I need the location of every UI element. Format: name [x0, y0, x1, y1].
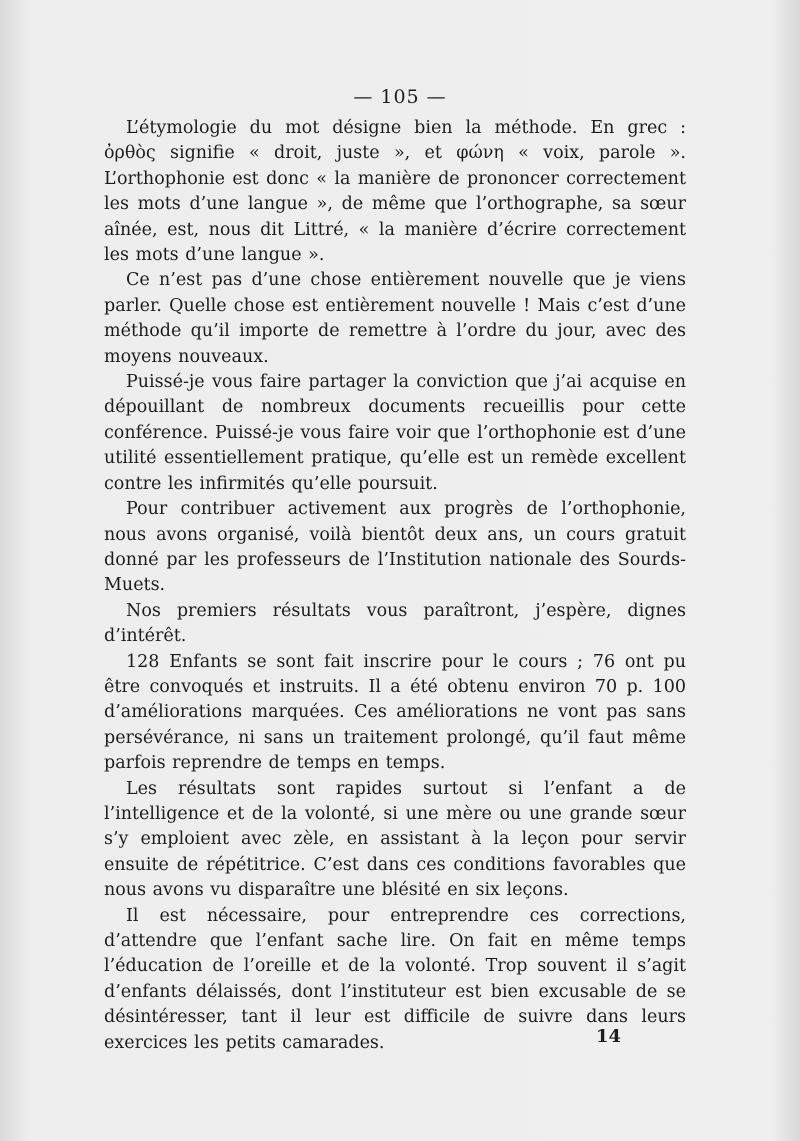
body-text [104, 116, 686, 1056]
page-number-header: — 105 — [353, 86, 447, 108]
paragraph: Puissé-je vous faire partager la conviction que j’ai acquise en dépouillant de nombreux documents recueillis pour cette conférence. Puissé-je vous faire voir que l’orthophonie est d’une utilité essentiellement pratique, qu’elle est un remède excellent contre les infirmités qu’elle poursuit. [104, 372, 686, 494]
paragraph: L’étymologie du mot désigne bien la méthode. En grec : ὀρθὸς signifie « droit, juste », et φώνη « voix, parole ». L’orthophonie est donc « la manière de prononcer correctement les mots d’une langue », de même que l’orthographe, sa sœur aînée, est, nous dit Littré, « la manière d’écrire correctement les mots d’une langue ». [104, 118, 686, 266]
paragraph: Ce n’est pas d’une chose entièrement nouvelle que je viens parler. Quelle chose est entièrement nouvelle ! Mais c’est d’une méthode qu’il importe de remettre à l’ordre du jour, avec des moyens nouveaux. [104, 270, 686, 367]
paragraph: Nos premiers résultats vous paraîtront, j’espère, dignes d’intérêt. [104, 600, 686, 647]
signature-mark: 14 [596, 1026, 622, 1047]
paragraph: 128 Enfants se sont fait inscrire pour le cours ; 76 ont pu être convoqués et instruits. Il a été obtenu environ 70 p. 100 d’améliorations marquées. Ces améliorations ne vont pas sans persévérance, ni sans un traitement prolongé, qu’il faut même parfois reprendre de temps en temps. [104, 651, 686, 774]
paragraph: Les résultats sont rapides surtout si l’enfant a de l’intelligence et de la volonté, si une mère ou une grande sœur s’y emploient avec zèle, en assistant à la leçon pour servir ensuite de répétitrice. C’est dans ces conditions favorables que nous avons vu disparaître une blésité en six leçons. [104, 778, 686, 901]
paragraph: Il est nécessaire, pour entreprendre ces corrections, d’attendre que l’enfant sache lire. On fait en même temps l’éducation de l’oreille et de la volonté. Trop souvent il s’agit d’enfants délaissés, dont l’instituteur est bien excusable de se désintéresser, tant il leur est difficile de suivre dans leurs exercices les petits camarades. [104, 905, 686, 1053]
paragraph: Pour contribuer activement aux progrès de l’orthophonie, nous avons organisé, voilà bientôt deux ans, un cours gratuit donné par les professeurs de l’Institution nationale des Sourds-Muets. [104, 499, 686, 596]
